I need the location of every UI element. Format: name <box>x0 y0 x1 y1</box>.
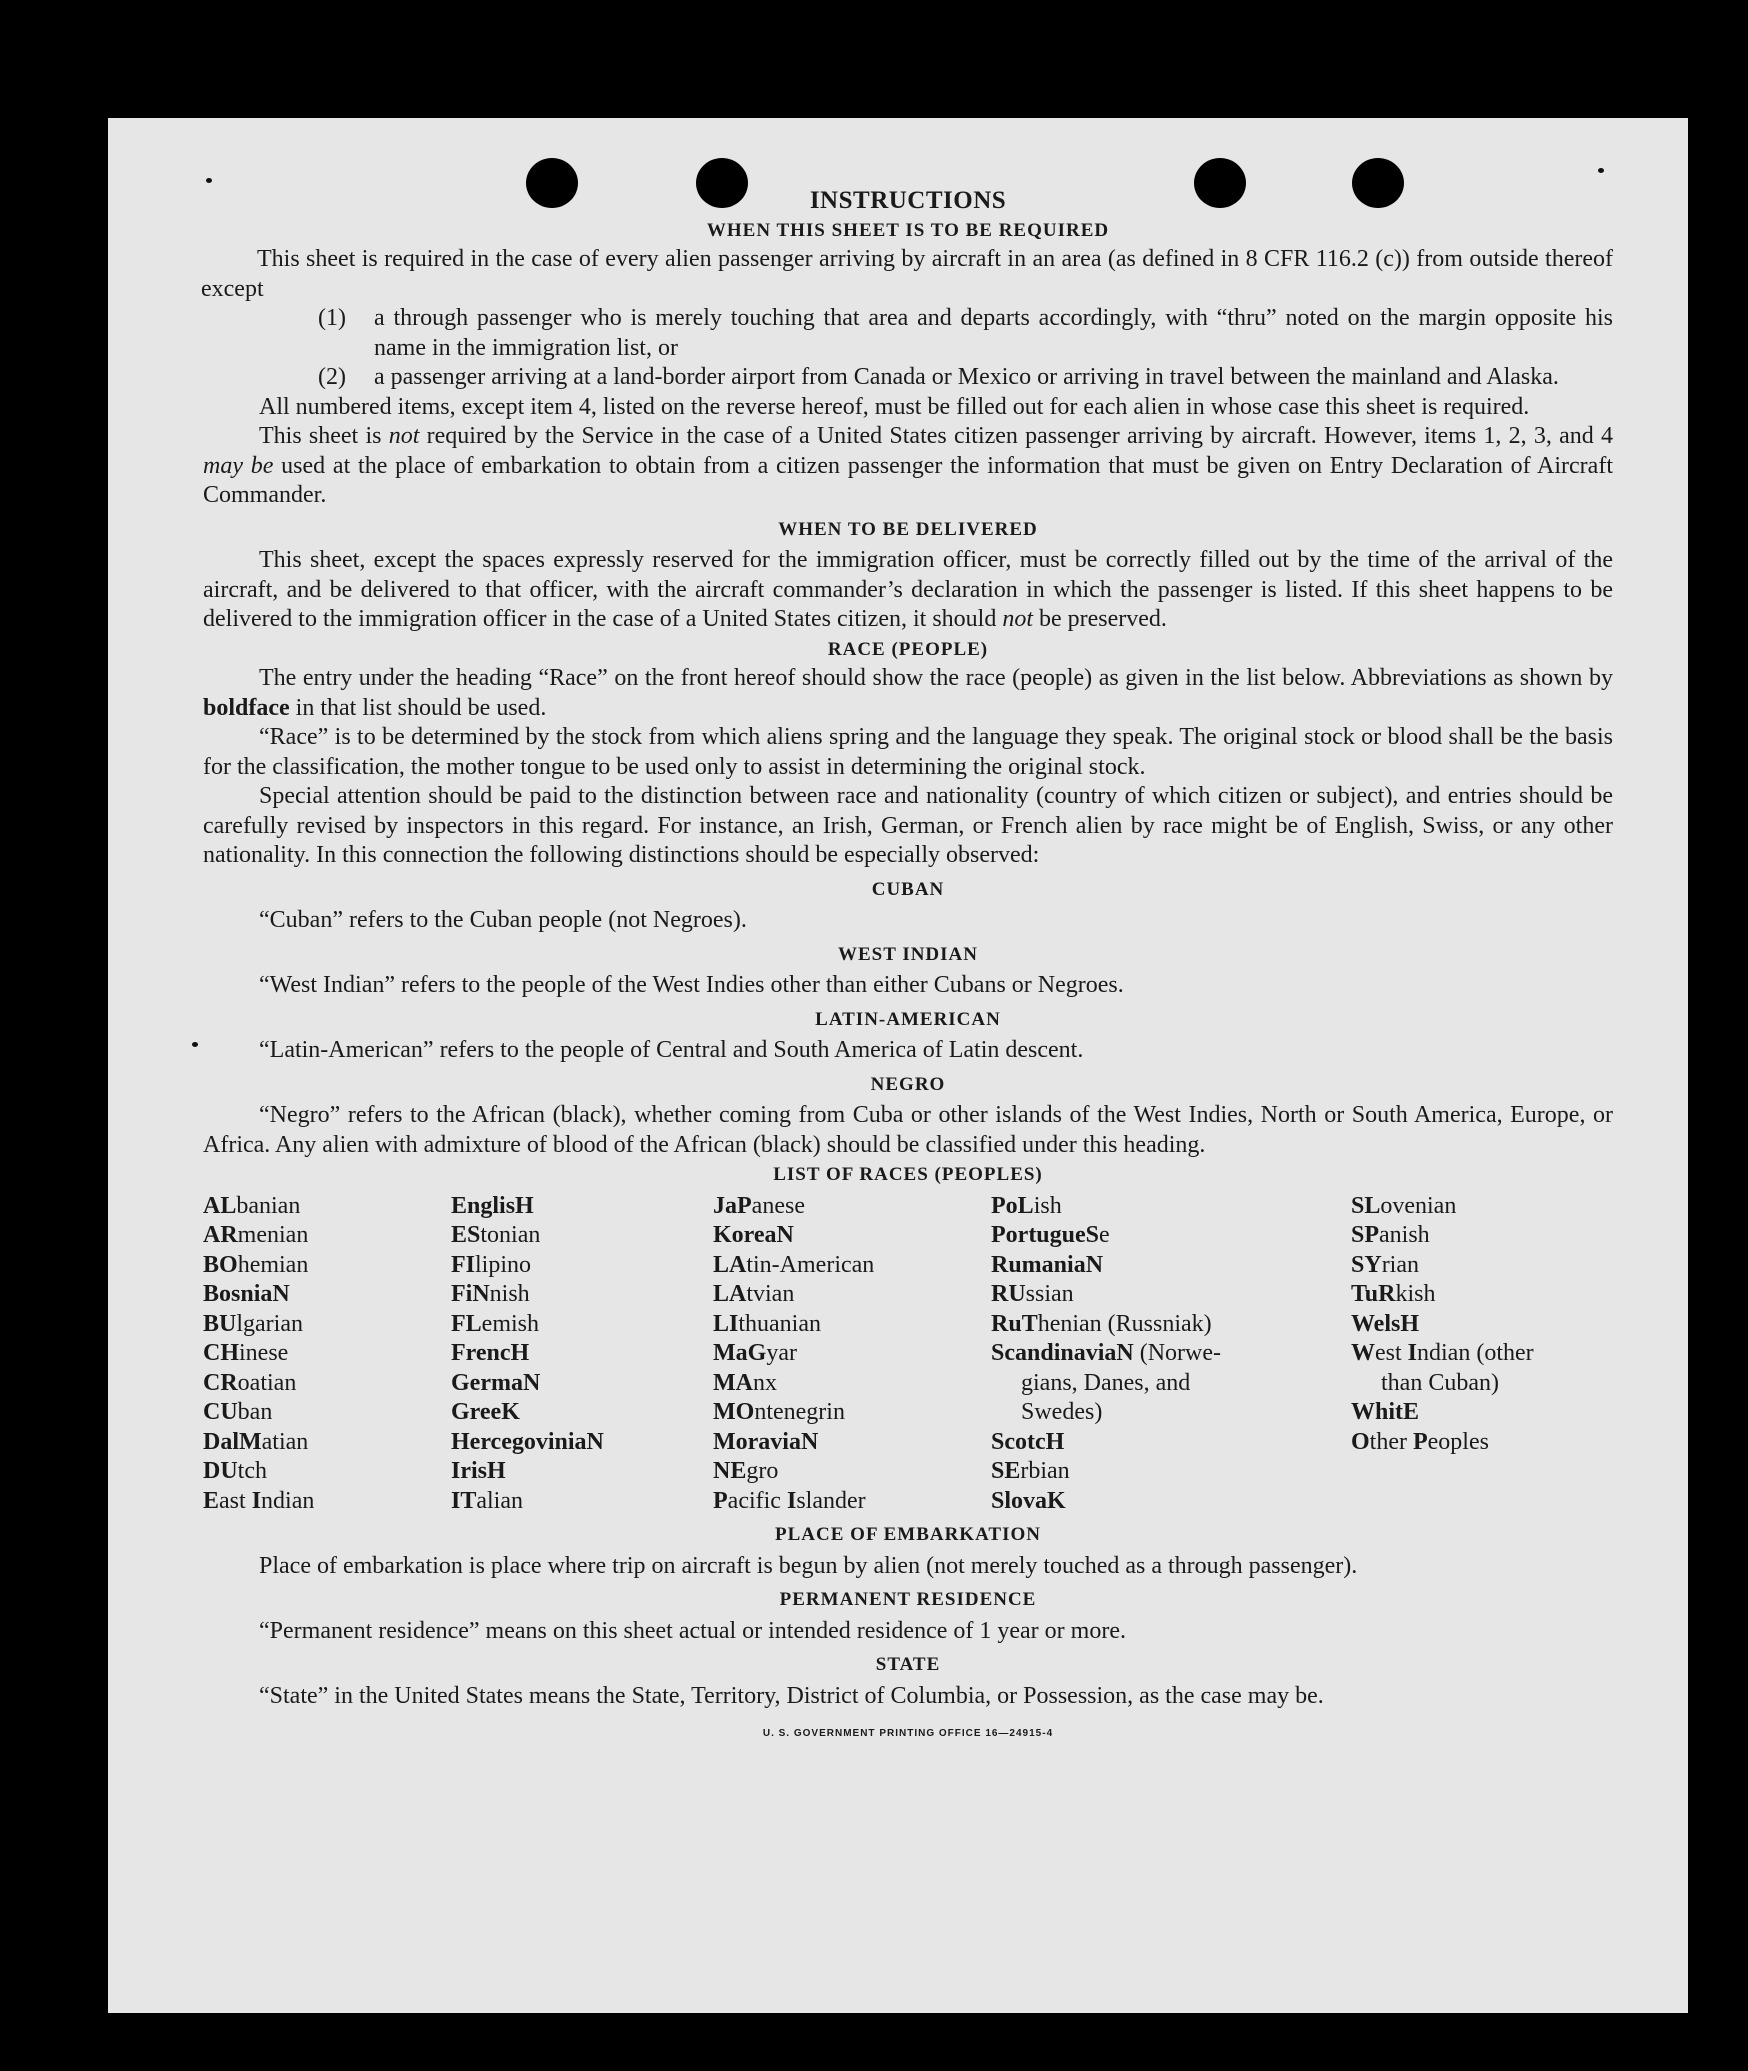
paragraph: “State” in the United States means the State, Territory, District of Columbia, or Possession, as the case may be. <box>259 1682 1324 1709</box>
race-item: SPanish <box>1351 1222 1430 1248</box>
race-item: IrisH <box>451 1458 506 1484</box>
race-item: FiNnish <box>451 1281 530 1307</box>
race-item: MaGyar <box>713 1340 797 1366</box>
race-item: WhitE <box>1351 1399 1420 1425</box>
race-item: CHinese <box>203 1340 289 1366</box>
race-item: KoreaN <box>713 1222 794 1248</box>
race-item: EStonian <box>451 1222 541 1248</box>
enum-number: (2) <box>318 364 346 390</box>
paragraph: “West Indian” refers to the people of the West Indies other than either Cubans or Negroes. <box>259 972 1124 998</box>
instructions-content <box>203 186 1613 1749</box>
section-heading: WHEN THIS SHEET IS TO BE REQUIRED <box>706 219 1110 241</box>
race-item: BUlgarian <box>203 1310 303 1337</box>
printer-imprint: U. S. GOVERNMENT PRINTING OFFICE 16—24915-4 <box>762 1728 1054 1739</box>
race-item: ScotcH <box>991 1428 1065 1455</box>
race-item: gians, Danes, and <box>1021 1369 1191 1396</box>
section-heading: NEGRO <box>870 1073 946 1095</box>
race-item: DalMatian <box>203 1428 309 1455</box>
race-column <box>713 1192 991 1517</box>
paragraph: All numbered items, except item 4, listed on the reverse hereof, must be filled out for each alien in whose case this sheet is required. <box>259 393 1530 420</box>
section-heading: PERMANENT RESIDENCE <box>779 1589 1037 1610</box>
race-item: JaPanese <box>713 1192 805 1219</box>
race-item: CUban <box>203 1399 273 1425</box>
enum-number: (1) <box>318 305 346 331</box>
race-item: HercegoviniaN <box>451 1428 604 1455</box>
race-list <box>203 1192 1613 1517</box>
race-item: GreeK <box>451 1399 520 1425</box>
section-heading: PLACE OF EMBARKATION <box>775 1524 1041 1545</box>
race-item: PoLish <box>991 1192 1062 1219</box>
race-item: LIthuanian <box>713 1310 821 1337</box>
race-item: EnglisH <box>451 1192 534 1219</box>
race-item: WelsH <box>1351 1310 1420 1337</box>
race-item: ARmenian <box>203 1222 309 1248</box>
paragraph: “Latin-American” refers to the people of Central and South America of Latin descent. <box>259 1037 1084 1063</box>
race-column <box>1351 1192 1613 1517</box>
section-heading: CUBAN <box>871 878 945 900</box>
race-item: East Indian <box>203 1487 315 1514</box>
speck <box>1598 168 1604 173</box>
race-item: LAtvian <box>713 1281 795 1307</box>
race-item: MAnx <box>713 1369 777 1396</box>
paragraph: The entry under the heading “Race” on the front hereof should show the race (people) as given in the list below. Abbreviations as shown by boldface in that list should be used. <box>203 665 1613 721</box>
race-item: PortugueSe <box>991 1222 1110 1248</box>
enum-text: a passenger arriving at a land-border airport from Canada or Mexico or arriving in travel between the mainland and Alaska. <box>374 364 1559 390</box>
enum-item <box>318 363 1613 393</box>
race-item: DUtch <box>203 1458 267 1484</box>
document-sheet <box>108 118 1688 2013</box>
race-item: TuRkish <box>1351 1281 1436 1307</box>
race-item: FLemish <box>451 1310 539 1337</box>
race-column <box>451 1192 713 1517</box>
section-heading: WEST INDIAN <box>838 943 978 965</box>
race-column <box>991 1192 1351 1517</box>
race-item: West Indian (other <box>1351 1340 1534 1366</box>
race-item: Swedes) <box>1021 1399 1103 1425</box>
enum-text: a through passenger who is merely touching that area and departs accordingly, with “thru” noted on the margin opposite his name in the immigration list, or <box>374 305 1613 361</box>
race-item: RUssian <box>991 1281 1074 1307</box>
race-item: LAtin-American <box>713 1251 875 1278</box>
section-heading: LATIN-AMERICAN <box>815 1008 1001 1030</box>
paragraph: Special attention should be paid to the distinction between race and nationality (country of which citizen or subject), and entries should be carefully revised by inspectors in this regard. For instance, an Irish, German, or French alien by race might be of English, Swiss, or any other nationality. In this connection the following distinctions should be especially observed: <box>203 783 1613 868</box>
section-heading: STATE <box>875 1654 941 1675</box>
paragraph: This sheet is not required by the Service in the case of a United States citizen passenger arriving by aircraft. However, items 1, 2, 3, and 4 may be used at the place of embarkation to obtain from a citizen passenger the information that must be given on Entry Declaration of Aircraft Commander. <box>203 423 1613 508</box>
speck <box>206 178 212 183</box>
race-item: GermaN <box>451 1369 541 1396</box>
paragraph: “Race” is to be determined by the stock from which aliens spring and the language they speak. The original stock or blood shall be the basis for the classification, the mother tongue to be used only to assist in determining the original stock. <box>203 724 1613 780</box>
race-item: MOntenegrin <box>713 1399 845 1425</box>
paragraph: “Negro” refers to the African (black), whether coming from Cuba or other islands of the West Indies, North or South America, Europe, or Africa. Any alien with admixture of blood of the African (black) should be classified under this heading. <box>203 1102 1613 1158</box>
speck <box>192 1042 198 1047</box>
race-item: ALbanian <box>203 1192 301 1219</box>
race-column <box>203 1192 451 1517</box>
section-heading: WHEN TO BE DELIVERED <box>778 518 1038 540</box>
section-heading: RACE (PEOPLE) <box>827 638 989 660</box>
race-item: BOhemian <box>203 1251 309 1278</box>
race-item: MoraviaN <box>713 1428 819 1455</box>
paragraph: “Permanent residence” means on this sheet actual or intended residence of 1 year or more. <box>259 1617 1126 1644</box>
paragraph: This sheet, except the spaces expressly reserved for the immigration officer, must be correctly filled out by the time of the arrival of the aircraft, and be delivered to that officer, with the aircraft commander’s declaration in which the passenger is listed. If this sheet happens to be delivered to the immigration officer in the case of a United States citizen, it should not be preserved. <box>203 547 1613 632</box>
race-item: SlovaK <box>991 1487 1066 1514</box>
race-item: SErbian <box>991 1458 1070 1484</box>
paragraph: “Cuban” refers to the Cuban people (not Negroes). <box>259 907 747 933</box>
paragraph: Place of embarkation is place where trip on aircraft is begun by alien (not merely touched as a through passenger). <box>259 1552 1358 1579</box>
race-item: ITalian <box>451 1487 523 1514</box>
race-item: SLovenian <box>1351 1192 1457 1219</box>
race-item: RumaniaN <box>991 1251 1104 1278</box>
race-item: NEgro <box>713 1458 779 1484</box>
race-item: than Cuban) <box>1381 1369 1499 1396</box>
race-item: FrencH <box>451 1340 530 1366</box>
race-item: FIlipino <box>451 1251 532 1278</box>
race-item: ScandinaviaN (Norwe- <box>991 1340 1222 1366</box>
race-item: CRoatian <box>203 1369 297 1396</box>
race-item: Pacific Islander <box>713 1487 866 1514</box>
race-item: Other Peoples <box>1351 1428 1489 1455</box>
race-item: SYrian <box>1351 1251 1419 1278</box>
paragraph: This sheet is required in the case of every alien passenger arriving by aircraft in an area (as defined in 8 CFR 116.2 (c)) from outside thereof except <box>201 246 1613 302</box>
race-item: BosniaN <box>203 1281 290 1307</box>
page-title: INSTRUCTIONS <box>809 187 1007 214</box>
section-heading: LIST OF RACES (PEOPLES) <box>773 1164 1043 1185</box>
race-item: RuThenian (Russniak) <box>991 1310 1212 1337</box>
enum-item <box>318 304 1613 363</box>
